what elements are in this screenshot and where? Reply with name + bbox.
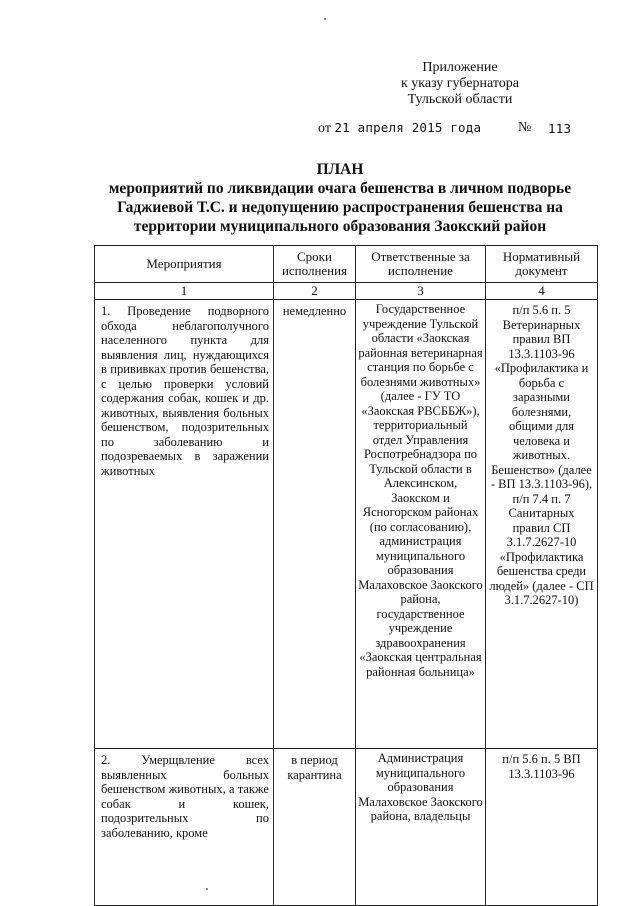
responsible-cell: Государственное учреждение Тульской области «Заокская районная ветеринарная станция по борьбе с болезнями животных» (далее - ГУ ТО «Заокская РВСББЖ»), территориальный отдел Управления Роспотребнадзора по Тульской области в Алексинском, Заокском и Ясногорском районах (по согласованию), администрация муниципального образования Малаховское Заокского района, государственное учреждение здравоохранения «Заокская центральная районная больница» — [356, 300, 486, 749]
decree-number: 113 — [548, 121, 572, 136]
measure-cell: 1. Проведение подворного обхода неблагополучного населенного пункта для выявления лиц, нуждающихся в прививках против бешенства, с целью проверки условий содержания собак, кошек и др. животных, выявления больных бешенством, подозрительных по заболеванию и подозреваемых в заражении животных — [95, 300, 274, 749]
column-number: 3 — [356, 283, 486, 300]
appendix-line-2: к указу губернатора — [400, 76, 520, 91]
appendix-line-3: Тульской области — [407, 92, 513, 107]
scan-speck-bottom — [206, 888, 208, 890]
title-line-1: ПЛАН — [316, 161, 364, 178]
appendix-block — [360, 60, 560, 108]
column-number: 1 — [95, 283, 274, 300]
header-responsible: Ответственные за исполнение — [356, 246, 486, 283]
header-normative: Нормативный документ — [486, 246, 598, 283]
decree-reference — [318, 120, 578, 137]
column-number: 2 — [274, 283, 356, 300]
title-line-2: мероприятий по ликвидации очага бешенства в личном подворье — [108, 180, 572, 197]
normative-cell: п/п 5.6 п. 5 Ветеринарных правил ВП 13.3.1103-96 «Профилактика и борьба с заразными болезнями, общими для человека и животных. Бешенство» (далее - ВП 13.3.1103-96), п/п 7.4 п. 7 Санитарных правил СП 3.1.7.2627-10 «Профилактика бешенства среди людей» (далее - СП 3.1.7.2627-10) — [486, 300, 598, 749]
table-row — [95, 300, 598, 749]
column-number: 4 — [486, 283, 598, 300]
header-measures: Мероприятия — [95, 246, 274, 283]
column-number-row — [95, 283, 598, 300]
measure-cell: 2. Умерщвление всех выявленных больных бешенством животных, а также собак и кошек, подозрительных по заболеванию, кроме — [95, 749, 274, 906]
responsible-cell: Администрация муниципального образования Малаховское Заокского района, владельцы — [356, 749, 486, 906]
document-title — [60, 160, 620, 236]
number-sign: № — [518, 120, 532, 135]
from-label: от — [318, 121, 331, 136]
term-cell: в период карантина — [274, 749, 356, 906]
scan-speck-top — [324, 18, 326, 20]
title-line-3: Гаджиевой Т.С. и недопущению распространения бешенства на — [117, 199, 563, 216]
term-cell: немедленно — [274, 300, 356, 749]
normative-cell: п/п 5.6 п. 5 ВП 13.3.1103-96 — [486, 749, 598, 906]
plan-table — [94, 245, 598, 906]
table-row — [95, 749, 598, 906]
decree-date: 21 апреля 2015 года — [334, 120, 482, 135]
table-header-row — [95, 246, 598, 283]
header-terms: Сроки исполнения — [274, 246, 356, 283]
title-line-4: территории муниципального образования Заокский район — [133, 218, 547, 235]
appendix-line-1: Приложение — [422, 60, 498, 75]
